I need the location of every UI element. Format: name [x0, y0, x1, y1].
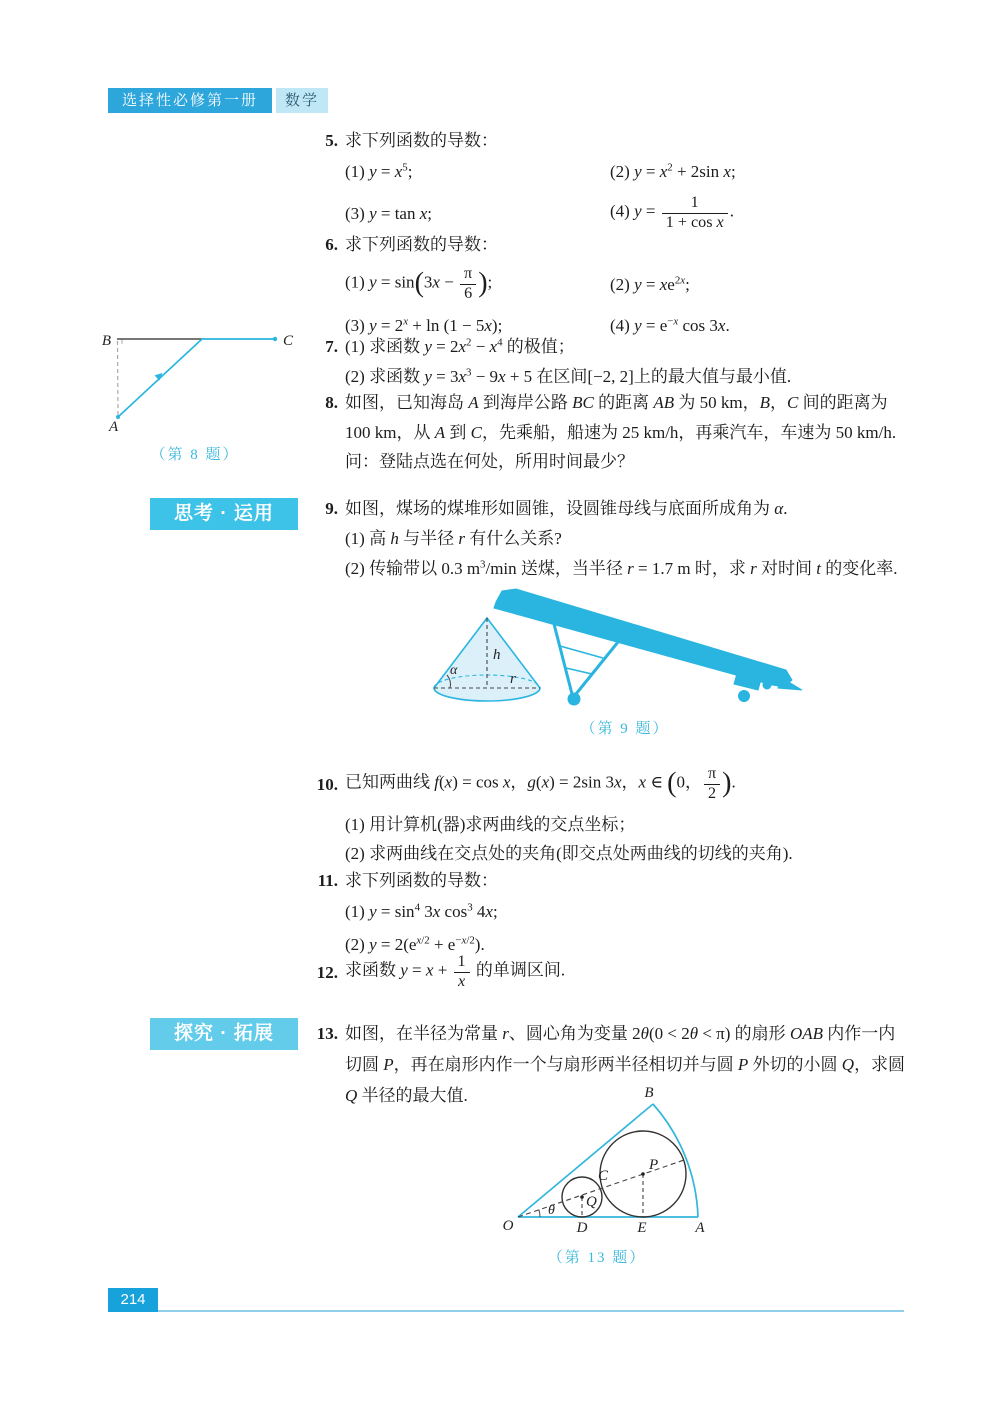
fig8-dashed-AB — [118, 341, 119, 415]
problem-9-number: 9. — [325, 499, 338, 518]
subject-badge: 数学 — [276, 88, 328, 113]
fig13-arc-AB — [653, 1104, 698, 1217]
fig13-label-theta: θ — [548, 1203, 555, 1218]
problem-5-item-4: (4) y = $\frac{1}{\text{1 + cos x}}$ . — [610, 194, 734, 231]
problem-12-number: 12. — [316, 962, 338, 982]
problem-7 — [308, 332, 940, 392]
section-badge-explore-extend: 探究 · 拓展 — [150, 1018, 298, 1050]
figure-8-diagram — [95, 326, 295, 436]
problem-8-line-1: 如图，已知海岛 A 到海岸公路 BC 的距离 AB 为 50 km，B，C 间的距离为 — [345, 393, 888, 412]
problem-6-number: 6. — [325, 235, 338, 254]
fig9-label-alpha: α — [450, 663, 458, 678]
problem-10-line-2: (2) 求两曲线在交点处的夹角(即交点处两曲线的切线的夹角). — [345, 844, 793, 863]
fig9-conveyor-brace-2 — [566, 668, 592, 674]
fig13-label-D: D — [576, 1220, 588, 1236]
problem-10-number: 10. — [316, 774, 338, 794]
fig9-conveyor-roller — [763, 681, 771, 689]
fig13-label-E: E — [637, 1220, 647, 1236]
figure-13-diagram — [472, 1083, 722, 1248]
figure-9-diagram — [420, 582, 820, 714]
problem-11 — [308, 866, 940, 959]
problem-5 — [308, 126, 940, 238]
problem-12-stem: 求函数 y = x + $\frac{1}{x}$ 的单调区间. — [345, 953, 566, 990]
problem-7-number: 7. — [325, 337, 338, 356]
problem-9-line-2: (1) 高 h 与半径 r 有什么关系? — [345, 529, 562, 548]
fig13-label-Q: Q — [586, 1194, 597, 1210]
problem-10-stem: 已知两曲线 f(x) = cos x，g(x) = 2sin 3x，x ∈ (0， $\frac{\pi}{2}$ ). — [345, 765, 736, 802]
fig9-label-h: h — [493, 647, 501, 663]
problem-7-line-2: (2) 求函数 $y = 3x^3 - 9x + 5$ 在区间[−2, 2]上的最大值与最小值. — [345, 366, 792, 386]
problem-13-line-3: Q 半径的最大值. — [345, 1086, 468, 1105]
problem-8-line-2: 100 km，从 A 到 C，先乘船，船速为 25 km/h，再乘汽车，车速为 50 km/h. — [345, 422, 897, 442]
problem-12 — [308, 948, 940, 996]
fig8-label-B: B — [101, 333, 111, 349]
problem-5-number: 5. — [325, 131, 338, 150]
fig9-conveyor-leg-1 — [554, 624, 572, 694]
fig13-label-C: C — [598, 1168, 609, 1184]
problem-6 — [308, 230, 940, 342]
fig9-conveyor-brace-1 — [560, 646, 603, 658]
problem-6-item-2: (2) $y = xe^{2x}$; — [610, 273, 690, 294]
fig13-label-P: P — [649, 1157, 659, 1173]
problem-10 — [308, 758, 940, 868]
fig13-label-O: O — [502, 1218, 514, 1234]
problem-11-item-2: (2) $y = 2(e^{x/2} + e^{-x/2})$. — [345, 934, 485, 954]
problem-10-line-1: (1) 用计算机(器)求两曲线的交点坐标； — [345, 815, 636, 834]
book-title-badge: 选择性必修第一册 — [108, 88, 272, 113]
problem-11-number: 11. — [317, 871, 338, 890]
problem-8 — [308, 388, 940, 477]
fig13-center-P-dot — [641, 1172, 645, 1176]
problem-6-item-3: (3) $y = 2^x + \ln (1 - 5x)$; — [345, 315, 503, 335]
fig13-label-B: B — [644, 1085, 654, 1101]
problem-8-number: 8. — [325, 393, 338, 412]
page-number: 214 — [108, 1288, 158, 1312]
problem-6-item-1: (1) y = sin(3x − $\frac{\pi}{6}$ ); — [345, 265, 493, 302]
problem-5-stem: 求下列函数的导数： — [345, 131, 498, 150]
problem-9-line-1: 如图，煤场的煤堆形如圆锥，设圆锥母线与底面所成角为 α. — [345, 499, 788, 518]
problem-5-item-3: (3) y = tan x; — [345, 203, 433, 223]
fig8-point-C-dot — [273, 337, 277, 341]
fig8-label-A: A — [109, 419, 119, 435]
section-badge-think-apply: 思考 · 运用 — [150, 498, 298, 530]
fig9-conveyor-leg-2 — [576, 642, 618, 694]
problem-6-item-4: (4) $y = e^{-x}$ cos 3x. — [610, 315, 730, 335]
problem-5-item-1: (1) $y = x^5$; — [345, 161, 413, 181]
figure-8-caption: （第 8 题） — [150, 447, 240, 463]
fig13-center-Q-dot — [580, 1195, 584, 1199]
problem-6-stem: 求下列函数的导数： — [345, 235, 498, 254]
fig13-theta-arc — [539, 1210, 540, 1217]
problem-11-item-1: (1) $y = \sin^4 3x$ $\cos^3 4x$; — [345, 901, 498, 921]
problem-7-line-1: (1) 求函数 $y = 2x^2 - x^4$ 的极值； — [345, 336, 575, 356]
fig9-conveyor-wheel-left — [568, 693, 580, 705]
fig13-label-A: A — [695, 1220, 705, 1236]
problem-9 — [308, 494, 940, 584]
figure-13-caption: （第 13 题） — [547, 1250, 647, 1266]
problem-11-stem: 求下列函数的导数： — [345, 871, 498, 890]
fig9-label-r: r — [510, 671, 516, 687]
problem-9-line-3: (2) 传输带以 0.3 $m^3/\min$ 送煤，当半径 r = 1.7 m 时，求 r 对时间 t 的变化率. — [345, 558, 898, 578]
problem-8-line-3: 问：登陆点选在何处，所用时间最少？ — [345, 452, 634, 471]
page-header — [108, 88, 328, 113]
problem-13-number: 13. — [316, 1024, 338, 1043]
problem-13-line-2: 切圆 P，再在扇形内作一个与扇形两半径相切并与圆 P 外切的小圆 Q，求圆 — [345, 1055, 906, 1074]
fig8-label-C: C — [283, 333, 294, 349]
figure-9-caption: （第 9 题） — [580, 721, 670, 737]
footer-rule — [108, 1310, 904, 1312]
problem-5-item-2: (2) $y = x^2 + 2\sin$ x; — [610, 161, 736, 181]
fig9-conveyor-wheel-right — [739, 691, 750, 702]
problem-13-line-1: 如图，在半径为常量 r、圆心角为变量 2θ(0 < 2θ < π) 的扇形 OAB 内作一内 — [345, 1024, 896, 1043]
